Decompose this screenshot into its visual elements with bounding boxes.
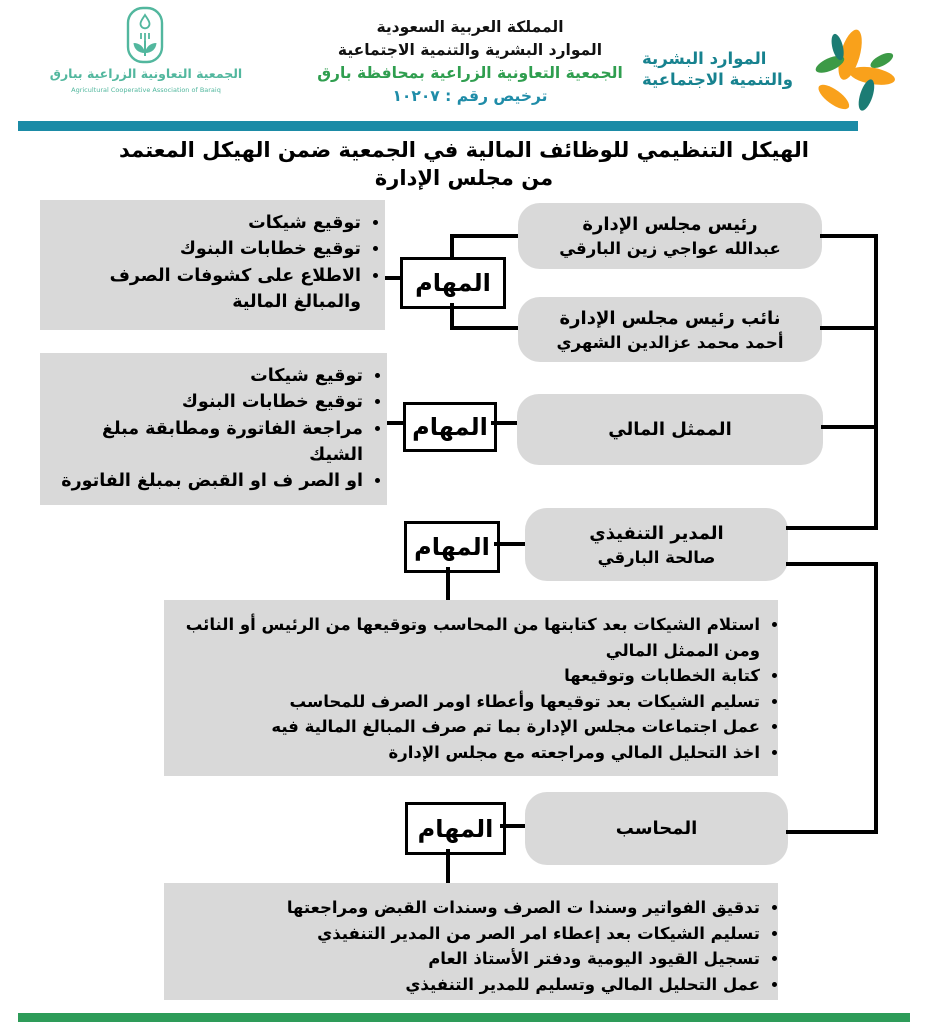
mhrsd-text-line1: الموارد البشرية [642,49,767,68]
connector-tasks4-accountant [500,824,525,828]
connector-list1-tasks1 [385,276,400,280]
role-box-vice-chairman [518,297,822,362]
task-item: • مراجعة الفاتورة ومطابقة مبلغ الشيك [52,416,363,469]
connector-execdirector-spine2 [786,562,878,566]
task-item: • توقيع شيكات [52,363,363,389]
page-title-line1: الهيكل التنظيمي للوظائف المالية في الجمعية ضمن الهيكل المعتمد [119,138,809,162]
role-title-chairman: رئيس مجلس الإدارة [582,214,758,235]
page-title-line2: من مجلس الإدارة [374,166,554,190]
connector-tasks1-chairman [450,234,518,238]
association-line: الجمعية التعاونية الزراعية بمحافظة بارق [317,64,623,82]
connector-spine-1 [874,234,878,530]
role-title-vice-chairman: نائب رئيس مجلس الإدارة [559,307,781,329]
tasks-list-exec-director [164,600,778,765]
role-title-exec-director: المدير التنفيذي [589,522,724,544]
task-item: • كتابة الخطابات وتوقيعها [180,663,760,689]
tasks-list-chairman [40,200,385,315]
role-box-exec-director [525,508,788,581]
task-item: • توقيع خطابات البنوك [52,236,361,262]
tasks-label-box-3: المهام [404,521,500,573]
task-item: • توقيع شيكات [52,210,361,236]
header-letterhead [280,16,660,108]
association-name-english: Agricultural Cooperative Association of Baraiq [71,86,221,94]
connector-tasks3-list3 [446,567,450,600]
tasks-label-box-1: المهام [400,257,506,309]
green-footer-bar [18,1013,910,1022]
connector-chairman-spine [820,234,878,238]
role-name-vice-chairman: أحمد محمد عزالدين الشهري [556,332,784,352]
teal-divider-bar [18,121,858,131]
connector-list2-tasks2 [387,421,403,425]
task-item: • استلام الشيكات بعد كتابتها من المحاسب وتوقيعها من الرئيس أو النائب ومن الممثل المالي [180,612,760,663]
role-box-chairman [518,203,822,269]
task-item: • تسجيل القيود اليومية ودفتر الأستاذ العام [180,946,760,972]
connector-tasks3-execdirector [494,542,525,546]
task-item: • عمل التحليل المالي وتسليم للمدير التنفيذي [180,972,760,998]
tasks-box-chairman [40,200,385,330]
role-title-accountant: المحاسب [615,818,698,839]
tasks-list-financial-rep [40,353,387,494]
tasks-label-box-4: المهام [405,802,506,855]
task-item: • توقيع خطابات البنوك [52,389,363,415]
connector-tasks2-financialrep [491,421,517,425]
connector-spine2-accountant [786,830,878,834]
connector-spine-execdirector [786,526,878,530]
tasks-label-box-2: المهام [403,402,497,452]
task-item: • الاطلاع على كشوفات الصرف والمبالغ المالية [52,263,361,316]
task-item: • اخذ التحليل المالي ومراجعته مع مجلس الإدارة [180,740,760,766]
mhrsd-starburst-logo-icon [805,24,901,120]
tasks-list-accountant [164,883,778,997]
role-box-accountant [525,792,788,865]
connector-tasks1-vice [450,326,518,330]
mhrsd-text-line2: والتنمية الاجتماعية [642,70,793,89]
connector-financialrep-spine [821,425,878,429]
tasks-box-accountant [164,883,778,1000]
tasks-box-financial-rep [40,353,387,505]
task-item: • عمل اجتماعات مجلس الإدارة بما تم صرف المبالغ المالية فيه [180,714,760,740]
tasks-box-exec-director [164,600,778,776]
page-title [0,136,928,192]
role-name-chairman: عبدالله عواجي زين البارقي [559,239,781,258]
license-number-line: ترخيص رقم : ١٠٢٠٧ [392,87,548,105]
connector-vice-spine [820,326,878,330]
role-title-financial-rep: الممثل المالي [608,419,732,440]
ministry-line: الموارد البشرية والتنمية الاجتماعية [337,41,603,59]
connector-spine-2 [874,562,878,834]
role-name-exec-director: صالحة البارقي [597,547,716,567]
task-item: • تسليم الشيكات بعد إعطاء امر الصر من المدير التنفيذي [180,921,760,947]
task-item: • تدقيق الفواتير وسندا ت الصرف وسندات القبض ومراجعتها [180,895,760,921]
kingdom-line: المملكة العربية السعودية [376,18,564,36]
association-plant-logo-icon [126,6,164,64]
connector-tasks4-list4 [446,849,450,883]
mhrsd-logo-text [642,48,802,90]
task-item: • تسليم الشيكات بعد توقيعها وأعطاء اومر الصرف للمحاسب [180,689,760,715]
role-box-financial-rep [517,394,823,465]
association-name-arabic: الجمعية التعاونية الزراعية ببارق [49,66,243,81]
task-item: • او الصر ف او القبض بمبلغ الفاتورة [52,468,363,494]
